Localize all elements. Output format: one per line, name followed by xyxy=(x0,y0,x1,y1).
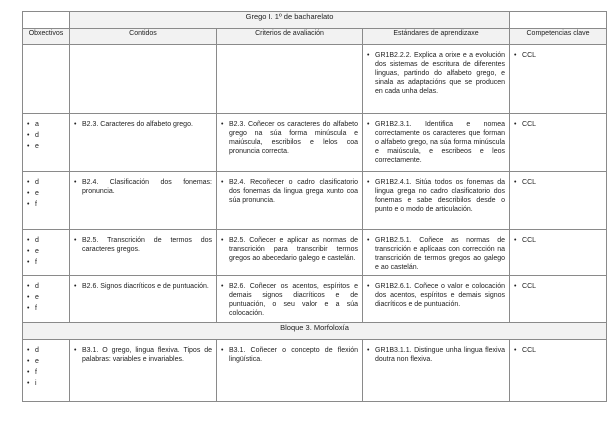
contents-cell-inner xyxy=(70,340,216,367)
header-criteria: Criterios de avaliación xyxy=(217,29,363,45)
objectives-list xyxy=(27,236,65,267)
objective-item: • d xyxy=(27,236,65,245)
table-row xyxy=(23,340,607,402)
objective-item: • e xyxy=(27,142,65,151)
standard-cell xyxy=(363,340,510,402)
objectives-inner xyxy=(23,340,69,393)
standard-cell xyxy=(363,172,510,230)
criteria-cell xyxy=(217,45,363,114)
course-title-spacer xyxy=(23,12,70,29)
course-title-row xyxy=(23,12,607,29)
competence-cell-list xyxy=(514,120,602,129)
criteria-cell-inner xyxy=(217,340,362,367)
contents-cell-text: • B2.3. Caracteres do alfabeto grego. xyxy=(74,120,212,129)
competence-cell-list xyxy=(514,51,602,60)
competence-cell-text: • CCL xyxy=(514,120,602,129)
objectives-cell xyxy=(23,172,70,230)
column-header-row xyxy=(23,29,607,45)
competence-cell-inner xyxy=(510,172,606,190)
objective-item: • d xyxy=(27,178,65,187)
table-row xyxy=(23,114,607,172)
standard-cell xyxy=(363,230,510,276)
criteria-cell-text: • B2.3. Coñecer os caracteres do alfabeto grego na súa forma minúscula e maiúscula, escribilos e lelos coa pronuncia correcta. xyxy=(221,120,358,156)
course-title-spacer xyxy=(510,12,607,29)
criteria-cell-inner xyxy=(217,172,362,208)
standard-cell-list xyxy=(367,282,505,309)
contents-cell-list xyxy=(74,282,212,291)
competence-cell-inner xyxy=(510,276,606,294)
objectives-inner xyxy=(23,230,69,272)
objective-item: • e xyxy=(27,189,65,198)
competence-cell-text: • CCL xyxy=(514,236,602,245)
criteria-cell-text: • B2.4. Recoñecer o cadro clasificatorio dos fonemas da lingua grega xunto coa súa pronuncia. xyxy=(221,178,358,205)
competence-cell-inner xyxy=(510,45,606,63)
objective-item: • e xyxy=(27,293,65,302)
competence-cell-text: • CCL xyxy=(514,51,602,60)
competence-cell-inner xyxy=(510,230,606,248)
competence-cell-list xyxy=(514,346,602,355)
objectives-inner xyxy=(23,172,69,214)
standard-cell-inner xyxy=(363,172,509,217)
contents-cell xyxy=(70,172,217,230)
contents-cell-text: • B2.4. Clasificación dos fonemas: pronuncia. xyxy=(74,178,212,196)
objective-item: • f xyxy=(27,258,65,267)
standard-cell-text: • GR1B2.3.1. Identifica e nomea correctamente os caracteres que forman o alfabeto grego, na súa forma minúscula e maiúscula, e escribeos e leos correctamente. xyxy=(367,120,505,165)
objectives-cell xyxy=(23,114,70,172)
criteria-cell-inner xyxy=(217,276,362,321)
block-3-rows xyxy=(23,340,607,402)
contents-cell-inner xyxy=(70,276,216,294)
standard-cell-inner xyxy=(363,45,509,99)
objectives-list xyxy=(27,282,65,313)
competence-cell-list xyxy=(514,282,602,291)
competence-cell-inner xyxy=(510,114,606,132)
objectives-cell xyxy=(23,45,70,114)
criteria-cell-list xyxy=(221,282,358,318)
contents-cell-text: • B3.1. O grego, lingua flexiva. Tipos de palabras: variables e invariables. xyxy=(74,346,212,364)
objective-item: • e xyxy=(27,357,65,366)
objective-item: • i xyxy=(27,379,65,388)
competence-cell xyxy=(510,340,607,402)
criteria-cell xyxy=(217,172,363,230)
objectives-inner xyxy=(23,114,69,156)
criteria-cell-list xyxy=(221,236,358,263)
contents-cell xyxy=(70,45,217,114)
contents-cell-list xyxy=(74,120,212,129)
contents-cell-list xyxy=(74,236,212,254)
competence-cell-list xyxy=(514,178,602,187)
competence-cell xyxy=(510,172,607,230)
objectives-cell xyxy=(23,276,70,323)
competence-cell-text: • CCL xyxy=(514,346,602,355)
standard-cell-list xyxy=(367,178,505,214)
objective-item: • e xyxy=(27,247,65,256)
contents-cell xyxy=(70,276,217,323)
criteria-cell-list xyxy=(221,346,358,364)
competence-cell-text: • CCL xyxy=(514,178,602,187)
objective-item: • f xyxy=(27,368,65,377)
competence-cell xyxy=(510,230,607,276)
standard-cell-inner xyxy=(363,230,509,275)
criteria-cell xyxy=(217,114,363,172)
criteria-cell xyxy=(217,230,363,276)
objectives-cell xyxy=(23,230,70,276)
header-objectives: Obxectivos xyxy=(23,29,70,45)
contents-cell-list xyxy=(74,346,212,364)
contents-cell-inner xyxy=(70,230,216,257)
contents-cell xyxy=(70,230,217,276)
contents-cell xyxy=(70,114,217,172)
objective-item: • d xyxy=(27,346,65,355)
criteria-cell xyxy=(217,276,363,323)
contents-cell-inner xyxy=(70,114,216,132)
standard-cell-text: • GR1B3.1.1. Distingue unha lingua flexiva doutra non flexiva. xyxy=(367,346,505,364)
competence-cell-list xyxy=(514,236,602,245)
criteria-cell-text: • B3.1. Coñecer o concepto de flexión lingüística. xyxy=(221,346,358,364)
criteria-cell-inner xyxy=(217,45,362,54)
contents-cell-inner xyxy=(70,45,216,54)
header-contents: Contidos xyxy=(70,29,217,45)
contents-cell-list xyxy=(74,178,212,196)
standard-cell-list xyxy=(367,236,505,272)
header-competences: Competencias clave xyxy=(510,29,607,45)
standard-cell-inner xyxy=(363,276,509,312)
contents-cell-inner xyxy=(70,172,216,199)
objectives-inner xyxy=(23,45,69,54)
criteria-cell-inner xyxy=(217,230,362,266)
objective-item: • a xyxy=(27,120,65,129)
standard-cell-list xyxy=(367,346,505,364)
header-standards: Estándares de aprendizaxe xyxy=(363,29,510,45)
course-title: Grego I. 1º de bacharelato xyxy=(70,12,510,29)
objectives-inner xyxy=(23,276,69,318)
curriculum-table xyxy=(22,11,607,402)
objectives-list xyxy=(27,120,65,151)
block-3-title-row xyxy=(23,323,607,340)
table-row xyxy=(23,230,607,276)
objectives-list xyxy=(27,178,65,209)
criteria-cell-list xyxy=(221,178,358,205)
standard-cell xyxy=(363,114,510,172)
standard-cell xyxy=(363,45,510,114)
criteria-cell-inner xyxy=(217,114,362,159)
objective-item: • f xyxy=(27,304,65,313)
standard-cell-text: • GR1B2.2.2. Explica a orixe e a evolución dos sistemas de escritura de diferentes linguas, partindo do alfabeto grego, e sinala as adaptacións que se producen en cada unha delas. xyxy=(367,51,505,96)
table-row xyxy=(23,45,607,114)
standard-cell-inner xyxy=(363,114,509,168)
competence-cell xyxy=(510,276,607,323)
standard-cell-list xyxy=(367,120,505,165)
objectives-cell xyxy=(23,340,70,402)
objective-item: • f xyxy=(27,200,65,209)
standard-cell xyxy=(363,276,510,323)
block-2-rows xyxy=(23,45,607,323)
standard-cell-list xyxy=(367,51,505,96)
table-row xyxy=(23,172,607,230)
criteria-cell-list xyxy=(221,120,358,156)
contents-cell-text: • B2.5. Transcrición de termos dos caracteres gregos. xyxy=(74,236,212,254)
competence-cell-text: • CCL xyxy=(514,282,602,291)
objectives-list xyxy=(27,346,65,388)
competence-cell xyxy=(510,114,607,172)
objective-item: • d xyxy=(27,282,65,291)
objective-item: • d xyxy=(27,131,65,140)
criteria-cell xyxy=(217,340,363,402)
competence-cell xyxy=(510,45,607,114)
standard-cell-text: • GR1B2.6.1. Coñece o valor e colocación dos acentos, espíritos e demais signos diacríticos e de puntuación. xyxy=(367,282,505,309)
standard-cell-inner xyxy=(363,340,509,367)
table-row xyxy=(23,276,607,323)
criteria-cell-text: • B2.5. Coñecer e aplicar as normas de transcrición para transcribir termos gregos ao abecedario galego e castelán. xyxy=(221,236,358,263)
standard-cell-text: • GR1B2.5.1. Coñece as normas de transcrición e aplícaas con corrección na transcrición de termos gregos ao galego e ao castelán. xyxy=(367,236,505,272)
block-3-title: Bloque 3. Morfoloxía xyxy=(23,323,607,340)
criteria-cell-text: • B2.6. Coñecer os acentos, espíritos e demais signos diacríticos e de puntuación, o seu valor e a súa colocación. xyxy=(221,282,358,318)
contents-cell-text: • B2.6. Signos diacríticos e de puntuación. xyxy=(74,282,212,291)
competence-cell-inner xyxy=(510,340,606,358)
standard-cell-text: • GR1B2.4.1. Sitúa todos os fonemas da lingua grega no cadro clasificatorio dos fonemas e sabe describilos desde o punto e o modo de articulación. xyxy=(367,178,505,214)
contents-cell xyxy=(70,340,217,402)
